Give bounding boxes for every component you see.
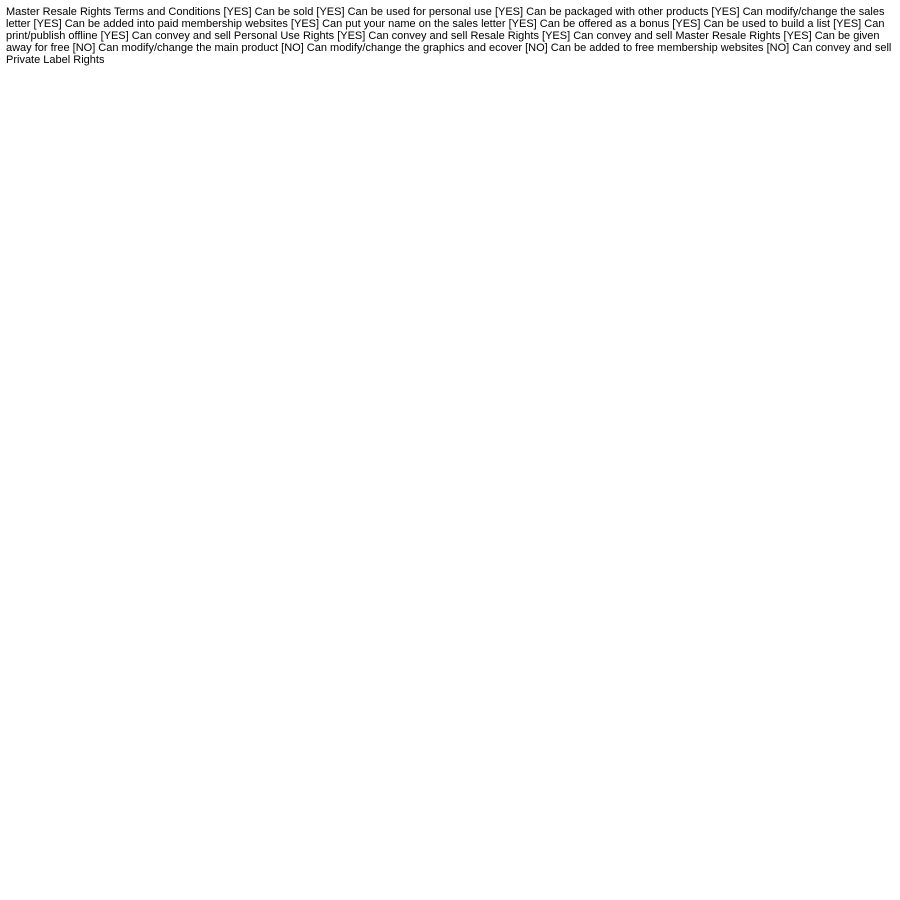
master-resale-rights-terms-paragraph: Master Resale Rights Terms and Conditions [YES] Can be sold [YES] Can be used for personal use [YES] Can be packaged with other products [YES] Can modify/change the sales letter [YES] Can be added into paid membership websites [YES] Can put your name on the sales letter [YES] Can be offered as a bonus [YES] Can be used to build a list [YES] Can print/publish offline [YES] Can convey and sell Personal Use Rights [YES] Can convey and sell Resale Rights [YES] Can convey and sell Master Resale Rights [YES] Can be given away for free [NO] Can modify/change the main product [NO] Can modify/change the graphics and ecover [NO] Can be added to free membership websites [NO] Can convey and sell Private Label Rights [6,6,892,66]
